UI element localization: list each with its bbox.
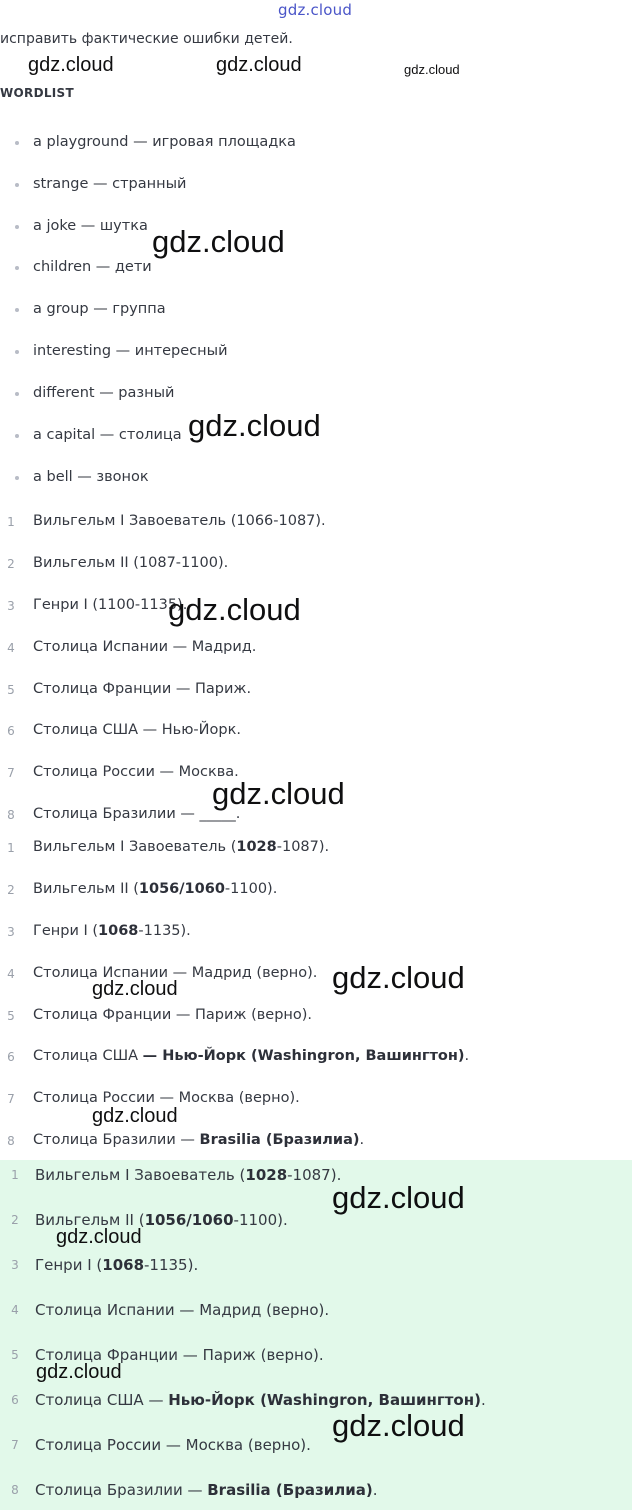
item-number: 8 [7, 1134, 15, 1148]
item-number: 5 [7, 1009, 15, 1023]
item-number: 6 [7, 1050, 15, 1064]
bullet-icon [15, 225, 19, 229]
statement-text: Вильгельм II (1087-1100). [33, 555, 229, 571]
statement-text: Столица Испании — Мадрид. [33, 639, 257, 655]
list-item [0, 385, 632, 407]
answer-text: Столица России — Москва (верно). [33, 1090, 300, 1106]
bullet-icon [15, 350, 19, 354]
item-number: 1 [7, 841, 15, 855]
bullet-icon [15, 392, 19, 396]
answer-text: Вильгельм II (1056/1060-1100). [35, 1211, 288, 1229]
list-item [0, 134, 632, 156]
answer-item [0, 839, 632, 861]
answer-text: Вильгельм I Завоеватель (1028-1087). [33, 839, 330, 855]
bullet-icon [15, 308, 19, 312]
item-number: 4 [7, 967, 15, 981]
answer-item [0, 923, 632, 945]
bullet-icon [15, 434, 19, 438]
statement-text: Вильгельм I Завоеватель (1066-1087). [33, 513, 326, 529]
item-number: 4 [11, 1303, 19, 1317]
answer-text: Вильгельм I Завоеватель (1028-1087). [35, 1166, 342, 1184]
statement-text: Столица Бразилии — _____. [33, 806, 241, 822]
list-item-text: a capital — столица [33, 427, 182, 443]
wordlist-title: WORDLIST [0, 86, 74, 100]
answer-item [0, 1048, 632, 1070]
item-number: 2 [7, 557, 15, 571]
list-item [0, 469, 632, 491]
item-number: 8 [11, 1483, 19, 1497]
bullet-icon [15, 266, 19, 270]
item-number: 7 [11, 1438, 19, 1452]
answer-text: Столица Бразилии — Brasilia (Бразилиа). [33, 1132, 365, 1148]
statement-text: Столица Франции — Париж. [33, 681, 252, 697]
watermark: gdz.cloud [216, 54, 302, 76]
watermark: gdz.cloud [28, 54, 114, 76]
statement-item [0, 555, 632, 577]
watermark: gdz.cloud [332, 960, 465, 995]
answer-item [0, 1436, 632, 1458]
list-item-text: children — дети [33, 259, 152, 275]
list-item-text: a joke — шутка [33, 218, 148, 234]
list-item [0, 301, 632, 323]
item-number: 1 [11, 1168, 19, 1182]
list-item-text: a bell — звонок [33, 469, 149, 485]
list-item-text: a playground — игровая площадка [33, 134, 296, 150]
watermark: gdz.cloud [152, 224, 285, 259]
item-number: 3 [7, 599, 15, 613]
item-number: 7 [7, 1092, 15, 1106]
list-item [0, 218, 632, 240]
answer-text: Вильгельм II (1056/1060-1100). [33, 881, 278, 897]
answer-item [0, 1481, 632, 1503]
statement-item [0, 513, 632, 535]
watermark: gdz.cloud [332, 1180, 465, 1215]
answer-text: Столица Испании — Мадрид (верно). [33, 965, 318, 981]
watermark: gdz.cloud [92, 978, 178, 1000]
watermark: gdz.cloud [188, 408, 321, 443]
item-number: 8 [7, 808, 15, 822]
bullet-icon [15, 476, 19, 480]
list-item-text: strange — странный [33, 176, 187, 192]
watermark: gdz.cloud [404, 62, 460, 77]
answer-text: Генри I (1068-1135). [33, 923, 191, 939]
item-number: 6 [7, 724, 15, 738]
watermark: gdz.cloud [332, 1408, 465, 1443]
statement-item [0, 597, 632, 619]
watermark: gdz.cloud [36, 1361, 122, 1383]
intro-text: исправить фактические ошибки детей. [0, 31, 293, 47]
answer-text: Столица России — Москва (верно). [35, 1436, 311, 1454]
statement-text: Генри I (1100-1135). [33, 597, 188, 613]
answer-text: Генри I (1068-1135). [35, 1256, 199, 1274]
item-number: 2 [7, 883, 15, 897]
answer-item [0, 1007, 632, 1029]
item-number: 4 [7, 641, 15, 655]
list-item-text: different — разный [33, 385, 175, 401]
bullet-icon [15, 183, 19, 187]
answer-item [0, 881, 632, 903]
watermark: gdz.cloud [56, 1226, 142, 1248]
answer-item [0, 1256, 632, 1278]
statement-item [0, 639, 632, 661]
list-item [0, 176, 632, 198]
answer-text: Столица Франции — Париж (верно). [35, 1346, 324, 1364]
answer-item [0, 1301, 632, 1323]
list-item [0, 259, 632, 281]
answer-text: Столица Испании — Мадрид (верно). [35, 1301, 330, 1319]
list-item-text: interesting — интересный [33, 343, 228, 359]
item-number: 5 [11, 1348, 19, 1362]
answer-item [0, 1391, 632, 1413]
list-item [0, 343, 632, 365]
statement-text: Столица России — Москва. [33, 764, 239, 780]
statement-item [0, 722, 632, 744]
item-number: 3 [7, 925, 15, 939]
answer-text: Столица Франции — Париж (верно). [33, 1007, 313, 1023]
item-number: 6 [11, 1393, 19, 1407]
item-number: 2 [11, 1213, 19, 1227]
list-item-text: a group — группа [33, 301, 166, 317]
answer-text: Столица США — Нью-Йорк (Washingron, Вашингтон). [33, 1048, 470, 1064]
top-watermark: gdz.cloud [278, 1, 353, 19]
watermark: gdz.cloud [92, 1105, 178, 1127]
watermark: gdz.cloud [168, 592, 301, 627]
bullet-icon [15, 141, 19, 145]
statement-item [0, 681, 632, 703]
item-number: 1 [7, 515, 15, 529]
statement-text: Столица США — Нью-Йорк. [33, 722, 241, 738]
item-number: 3 [11, 1258, 19, 1272]
answer-item [0, 1132, 632, 1154]
item-number: 7 [7, 766, 15, 780]
answer-text: Столица США — Нью-Йорк (Washingron, Вашингтон). [35, 1391, 486, 1409]
answer-text: Столица Бразилии — Brasilia (Бразилиа). [35, 1481, 378, 1499]
watermark: gdz.cloud [212, 776, 345, 811]
answer-item [0, 1166, 632, 1188]
item-number: 5 [7, 683, 15, 697]
